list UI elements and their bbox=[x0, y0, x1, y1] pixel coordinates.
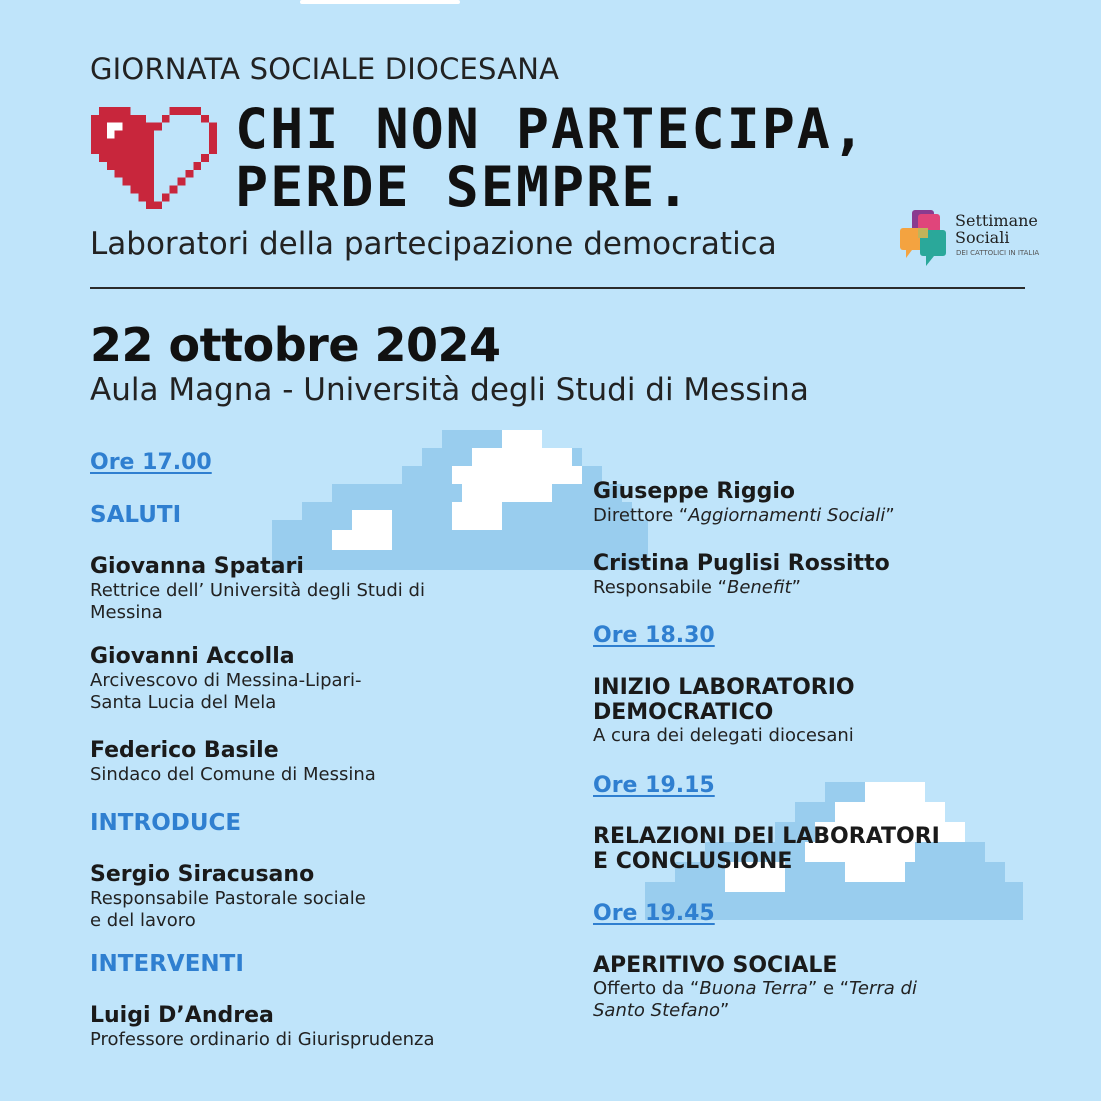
block-description-line-1: Offerto da “Buona Terra” e “Terra di bbox=[593, 978, 917, 999]
pixel-heart-icon bbox=[90, 107, 218, 217]
headline bbox=[235, 97, 868, 219]
headline-line-2: PERDE SEMPRE. bbox=[235, 155, 692, 219]
time-17-00: Ore 17.00 bbox=[90, 450, 212, 475]
settimane-sociali-logo bbox=[898, 208, 1058, 272]
section-introduce: INTRODUCE bbox=[90, 810, 242, 836]
speech-bubbles-icon bbox=[898, 208, 950, 272]
logo-line-2: Sociali bbox=[955, 228, 1010, 247]
event-venue: Aula Magna - Università degli Studi di Messina bbox=[90, 372, 809, 408]
speaker-role: Professore ordinario di Giurisprudenza bbox=[90, 1029, 435, 1050]
speaker-name: Luigi D’Andrea bbox=[90, 1003, 274, 1028]
speaker-role-line-2: e del lavoro bbox=[90, 910, 196, 931]
speaker-role: Sindaco del Comune di Messina bbox=[90, 764, 376, 785]
block-title-line-2: DEMOCRATICO bbox=[593, 700, 774, 725]
block-relazioni bbox=[593, 824, 940, 874]
speaker-role-line-2: Messina bbox=[90, 602, 163, 623]
speaker-giuseppe-riggio bbox=[593, 478, 895, 527]
speaker-role: Direttore “Aggiornamenti Sociali” bbox=[593, 505, 895, 526]
headline-line-1: CHI NON PARTECIPA, bbox=[235, 97, 868, 161]
time-19-15: Ore 19.15 bbox=[593, 773, 715, 798]
logo-line-3: DEI CATTOLICI IN ITALIA bbox=[956, 249, 1040, 257]
speaker-name: Cristina Puglisi Rossitto bbox=[593, 551, 890, 576]
speaker-role-line-2: Santa Lucia del Mela bbox=[90, 692, 277, 713]
speaker-name: Federico Basile bbox=[90, 738, 279, 763]
block-inizio-laboratorio bbox=[593, 675, 855, 747]
divider bbox=[90, 287, 1025, 289]
speaker-giovanni-accolla bbox=[90, 643, 361, 714]
block-title-line-2: E CONCLUSIONE bbox=[593, 849, 793, 874]
block-title-line-1: INIZIO LABORATORIO bbox=[593, 675, 855, 700]
speaker-name: Giuseppe Riggio bbox=[593, 479, 795, 504]
block-title-line-1: RELAZIONI DEI LABORATORI bbox=[593, 824, 940, 849]
speaker-luigi-dandrea bbox=[90, 1002, 435, 1051]
speaker-giovanna-spatari bbox=[90, 553, 425, 624]
pixel-cloud-top bbox=[272, 430, 648, 570]
block-title: APERITIVO SOCIALE bbox=[593, 953, 838, 978]
event-eyebrow: GIORNATA SOCIALE DIOCESANA bbox=[90, 52, 560, 86]
speaker-name: Giovanna Spatari bbox=[90, 554, 304, 579]
speaker-role-line-1: Arcivescovo di Messina-Lipari- bbox=[90, 670, 362, 691]
speaker-sergio-siracusano bbox=[90, 861, 366, 932]
block-description-line-2: Santo Stefano” bbox=[593, 1000, 730, 1021]
block-aperitivo-sociale bbox=[593, 953, 917, 1022]
speaker-role-line-1: Rettrice dell’ Università degli Studi di bbox=[90, 580, 425, 601]
section-saluti: SALUTI bbox=[90, 502, 182, 528]
time-19-45: Ore 19.45 bbox=[593, 901, 715, 926]
speaker-role: Responsabile “Benefit” bbox=[593, 577, 801, 598]
top-edge-bar bbox=[300, 0, 460, 4]
speaker-cristina-puglisi-rossitto bbox=[593, 550, 890, 599]
speaker-role-line-1: Responsabile Pastorale sociale bbox=[90, 888, 366, 909]
block-description: A cura dei delegati diocesani bbox=[593, 725, 854, 746]
section-interventi: INTERVENTI bbox=[90, 951, 244, 977]
speaker-federico-basile bbox=[90, 737, 376, 786]
speaker-name: Giovanni Accolla bbox=[90, 644, 295, 669]
event-date: 22 ottobre 2024 bbox=[90, 318, 501, 372]
event-subtitle: Laboratori della partecipazione democratica bbox=[90, 226, 777, 262]
logo-line-1: Settimane bbox=[955, 211, 1038, 230]
speaker-name: Sergio Siracusano bbox=[90, 862, 315, 887]
time-18-30: Ore 18.30 bbox=[593, 623, 715, 648]
